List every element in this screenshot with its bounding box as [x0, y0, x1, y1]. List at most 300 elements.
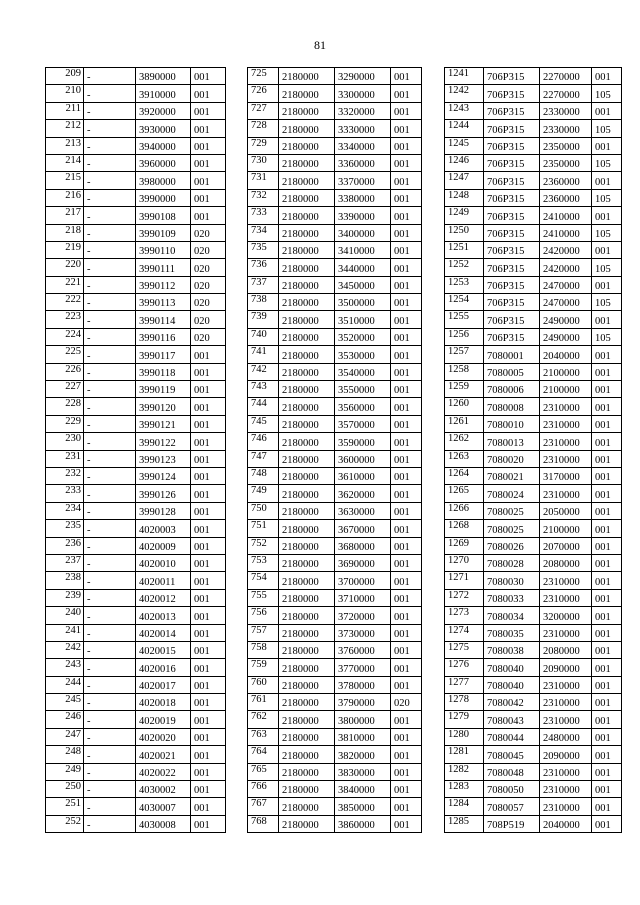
- cell-code-a: 2180000: [279, 781, 335, 798]
- cell-suffix: 001: [592, 415, 622, 432]
- cell-code-a: 2180000: [279, 154, 335, 171]
- cell-code-a: 7080020: [484, 450, 540, 467]
- cell-row-number: 236: [46, 537, 84, 554]
- table-row: [248, 502, 422, 519]
- cell-suffix: 001: [592, 641, 622, 658]
- cell-code-a: -: [84, 120, 136, 137]
- table-row: [248, 398, 422, 415]
- cell-suffix: 001: [391, 607, 422, 624]
- cell-row-number: 1258: [445, 363, 484, 380]
- cell-code-a: 2180000: [279, 415, 335, 432]
- cell-row-number: 730: [248, 154, 279, 171]
- cell-suffix: 001: [592, 102, 622, 119]
- cell-code-b: 4020010: [136, 554, 191, 571]
- table-row: [445, 711, 622, 728]
- cell-code-b: 3990123: [136, 450, 191, 467]
- cell-code-b: 3300000: [335, 85, 391, 102]
- table-row: [445, 433, 622, 450]
- cell-code-b: 3810000: [335, 728, 391, 745]
- cell-code-b: 4020021: [136, 746, 191, 763]
- cell-row-number: 1278: [445, 694, 484, 711]
- table-row: [248, 746, 422, 763]
- cell-suffix: 001: [592, 137, 622, 154]
- cell-row-number: 211: [46, 102, 84, 119]
- cell-code-b: 2270000: [540, 68, 592, 85]
- cell-code-b: 2080000: [540, 641, 592, 658]
- cell-code-a: 2180000: [279, 328, 335, 345]
- cell-row-number: 728: [248, 120, 279, 137]
- cell-row-number: 740: [248, 328, 279, 345]
- table-row: [46, 276, 226, 293]
- cell-code-a: 2180000: [279, 624, 335, 641]
- cell-code-a: 2180000: [279, 276, 335, 293]
- cell-code-a: 7080005: [484, 363, 540, 380]
- cell-code-a: -: [84, 346, 136, 363]
- cell-code-b: 3990119: [136, 381, 191, 398]
- cell-code-b: 3990128: [136, 502, 191, 519]
- cell-code-b: 3700000: [335, 572, 391, 589]
- cell-suffix: 001: [191, 485, 226, 502]
- table-row: [445, 485, 622, 502]
- cell-row-number: 1248: [445, 189, 484, 206]
- cell-suffix: 001: [391, 120, 422, 137]
- cell-suffix: 001: [191, 607, 226, 624]
- cell-suffix: 001: [391, 450, 422, 467]
- table-row: [445, 294, 622, 311]
- cell-code-a: -: [84, 224, 136, 241]
- cell-suffix: 001: [191, 172, 226, 189]
- cell-suffix: 001: [391, 276, 422, 293]
- cell-code-a: 2180000: [279, 589, 335, 606]
- cell-row-number: 243: [46, 659, 84, 676]
- cell-suffix: 001: [191, 572, 226, 589]
- table-row: [248, 607, 422, 624]
- cell-row-number: 1246: [445, 154, 484, 171]
- cell-code-b: 3710000: [335, 589, 391, 606]
- cell-row-number: 763: [248, 728, 279, 745]
- cell-code-a: 2180000: [279, 694, 335, 711]
- table-row: [445, 728, 622, 745]
- table-row: [248, 781, 422, 798]
- table-row: [46, 207, 226, 224]
- cell-code-b: 4020009: [136, 537, 191, 554]
- cell-suffix: 001: [592, 450, 622, 467]
- cell-row-number: 1282: [445, 763, 484, 780]
- cell-row-number: 1251: [445, 241, 484, 258]
- cell-code-a: 706P315: [484, 241, 540, 258]
- cell-suffix: 001: [191, 728, 226, 745]
- cell-code-b: 2420000: [540, 241, 592, 258]
- cell-suffix: 001: [391, 102, 422, 119]
- table-row: [248, 363, 422, 380]
- cell-code-b: 3360000: [335, 154, 391, 171]
- cell-code-a: -: [84, 241, 136, 258]
- cell-code-a: -: [84, 172, 136, 189]
- table-row: [248, 554, 422, 571]
- cell-suffix: 001: [191, 120, 226, 137]
- cell-row-number: 220: [46, 259, 84, 276]
- cell-row-number: 746: [248, 433, 279, 450]
- cell-code-a: 7080010: [484, 415, 540, 432]
- cell-row-number: 223: [46, 311, 84, 328]
- cell-code-a: 7080028: [484, 554, 540, 571]
- cell-code-b: 2090000: [540, 746, 592, 763]
- cell-row-number: 760: [248, 676, 279, 693]
- cell-code-a: 2180000: [279, 520, 335, 537]
- cell-row-number: 1284: [445, 798, 484, 815]
- table-row: [46, 328, 226, 345]
- cell-code-b: 3990112: [136, 276, 191, 293]
- cell-code-a: 2180000: [279, 120, 335, 137]
- cell-suffix: 001: [391, 294, 422, 311]
- cell-suffix: 001: [391, 172, 422, 189]
- cell-code-b: 3400000: [335, 224, 391, 241]
- cell-code-b: 2310000: [540, 433, 592, 450]
- table-row: [46, 346, 226, 363]
- cell-row-number: 1268: [445, 520, 484, 537]
- cell-row-number: 736: [248, 259, 279, 276]
- table-row: [248, 589, 422, 606]
- cell-code-a: 2180000: [279, 815, 335, 832]
- cell-suffix: 001: [191, 781, 226, 798]
- cell-row-number: 249: [46, 763, 84, 780]
- cell-suffix: 001: [191, 433, 226, 450]
- table-row: [445, 624, 622, 641]
- cell-suffix: 001: [391, 346, 422, 363]
- cell-row-number: 218: [46, 224, 84, 241]
- cell-code-a: 2180000: [279, 572, 335, 589]
- cell-code-b: 3170000: [540, 467, 592, 484]
- table-row: [46, 311, 226, 328]
- cell-code-b: 3990120: [136, 398, 191, 415]
- cell-suffix: 001: [391, 572, 422, 589]
- cell-row-number: 216: [46, 189, 84, 206]
- cell-row-number: 215: [46, 172, 84, 189]
- cell-code-a: 2180000: [279, 224, 335, 241]
- cell-code-b: 3990114: [136, 311, 191, 328]
- table-row: [445, 746, 622, 763]
- cell-code-b: 3990109: [136, 224, 191, 241]
- cell-suffix: 001: [391, 624, 422, 641]
- cell-code-a: -: [84, 294, 136, 311]
- cell-row-number: 735: [248, 241, 279, 258]
- cell-row-number: 242: [46, 641, 84, 658]
- cell-suffix: 001: [592, 781, 622, 798]
- table-row: [445, 363, 622, 380]
- table-row: [46, 189, 226, 206]
- table-row: [445, 398, 622, 415]
- cell-code-b: 3990108: [136, 207, 191, 224]
- cell-row-number: 748: [248, 467, 279, 484]
- cell-suffix: 001: [191, 154, 226, 171]
- cell-suffix: 001: [592, 676, 622, 693]
- cell-code-b: 3410000: [335, 241, 391, 258]
- cell-suffix: 020: [191, 276, 226, 293]
- cell-code-a: -: [84, 520, 136, 537]
- cell-code-b: 3690000: [335, 554, 391, 571]
- cell-code-b: 2050000: [540, 502, 592, 519]
- cell-row-number: 747: [248, 450, 279, 467]
- table-row: [248, 259, 422, 276]
- cell-code-b: 2310000: [540, 624, 592, 641]
- table-row: [445, 346, 622, 363]
- cell-code-a: 2180000: [279, 363, 335, 380]
- table-row: [445, 815, 622, 832]
- cell-code-b: 2310000: [540, 450, 592, 467]
- cell-code-a: -: [84, 537, 136, 554]
- cell-code-a: 7080042: [484, 694, 540, 711]
- cell-code-b: 4030007: [136, 798, 191, 815]
- table-row: [248, 189, 422, 206]
- cell-code-b: 3620000: [335, 485, 391, 502]
- cell-suffix: 001: [391, 485, 422, 502]
- table-row: [46, 120, 226, 137]
- cell-suffix: 105: [592, 259, 622, 276]
- table-row: [445, 189, 622, 206]
- cell-row-number: 754: [248, 572, 279, 589]
- cell-code-a: -: [84, 694, 136, 711]
- cell-suffix: 020: [191, 241, 226, 258]
- cell-row-number: 233: [46, 485, 84, 502]
- cell-code-b: 3390000: [335, 207, 391, 224]
- cell-code-b: 3610000: [335, 467, 391, 484]
- table-row: [445, 659, 622, 676]
- cell-row-number: 757: [248, 624, 279, 641]
- cell-row-number: 1262: [445, 433, 484, 450]
- cell-code-a: -: [84, 85, 136, 102]
- cell-code-a: 2180000: [279, 641, 335, 658]
- cell-row-number: 248: [46, 746, 84, 763]
- cell-suffix: 001: [391, 207, 422, 224]
- cell-code-a: 7080040: [484, 676, 540, 693]
- cell-code-a: 2180000: [279, 485, 335, 502]
- cell-code-a: -: [84, 554, 136, 571]
- table-row: [248, 207, 422, 224]
- cell-suffix: 001: [391, 433, 422, 450]
- table-row: [46, 467, 226, 484]
- table-row: [445, 137, 622, 154]
- table-row: [46, 415, 226, 432]
- cell-code-b: 3800000: [335, 711, 391, 728]
- cell-row-number: 222: [46, 294, 84, 311]
- cell-code-b: 2480000: [540, 728, 592, 745]
- table-row: [46, 485, 226, 502]
- cell-code-b: 3600000: [335, 450, 391, 467]
- cell-code-a: 7080050: [484, 781, 540, 798]
- cell-suffix: 001: [391, 137, 422, 154]
- table-row: [445, 85, 622, 102]
- cell-suffix: 105: [592, 328, 622, 345]
- cell-code-a: 7080001: [484, 346, 540, 363]
- cell-row-number: 752: [248, 537, 279, 554]
- cell-code-a: -: [84, 502, 136, 519]
- cell-row-number: 759: [248, 659, 279, 676]
- cell-row-number: 737: [248, 276, 279, 293]
- cell-suffix: 001: [191, 589, 226, 606]
- cell-suffix: 001: [191, 363, 226, 380]
- cell-suffix: 001: [191, 102, 226, 119]
- cell-suffix: 001: [391, 259, 422, 276]
- table-row: [445, 694, 622, 711]
- cell-code-b: 3860000: [335, 815, 391, 832]
- cell-code-a: -: [84, 189, 136, 206]
- table-row: [248, 798, 422, 815]
- table-row: [46, 572, 226, 589]
- cell-code-b: 3990117: [136, 346, 191, 363]
- cell-row-number: 1260: [445, 398, 484, 415]
- cell-code-a: 7080045: [484, 746, 540, 763]
- cell-code-a: 2180000: [279, 659, 335, 676]
- cell-row-number: 1253: [445, 276, 484, 293]
- cell-row-number: 1254: [445, 294, 484, 311]
- table-row: [248, 467, 422, 484]
- cell-code-a: 2180000: [279, 450, 335, 467]
- cell-code-a: -: [84, 311, 136, 328]
- cell-row-number: 753: [248, 554, 279, 571]
- cell-suffix: 001: [391, 415, 422, 432]
- table-row: [46, 241, 226, 258]
- cell-code-a: -: [84, 467, 136, 484]
- cell-suffix: 001: [191, 68, 226, 85]
- cell-suffix: 001: [191, 346, 226, 363]
- cell-code-a: 706P315: [484, 224, 540, 241]
- cell-code-a: 706P315: [484, 172, 540, 189]
- table-row: [248, 381, 422, 398]
- cell-row-number: 1242: [445, 85, 484, 102]
- cell-row-number: 244: [46, 676, 84, 693]
- cell-row-number: 1274: [445, 624, 484, 641]
- cell-suffix: 001: [391, 676, 422, 693]
- cell-code-b: 3340000: [335, 137, 391, 154]
- cell-code-a: 2180000: [279, 676, 335, 693]
- table-row: [46, 763, 226, 780]
- cell-code-a: -: [84, 276, 136, 293]
- cell-code-a: 7080057: [484, 798, 540, 815]
- table-row: [445, 224, 622, 241]
- cell-suffix: 001: [592, 624, 622, 641]
- table-row: [445, 241, 622, 258]
- cell-row-number: 231: [46, 450, 84, 467]
- table-row: [248, 154, 422, 171]
- table-row: [46, 102, 226, 119]
- cell-suffix: 001: [391, 746, 422, 763]
- cell-row-number: 727: [248, 102, 279, 119]
- cell-suffix: 001: [391, 502, 422, 519]
- cell-suffix: 020: [191, 294, 226, 311]
- cell-suffix: 001: [391, 763, 422, 780]
- table-row: [248, 415, 422, 432]
- cell-code-b: 3840000: [335, 781, 391, 798]
- cell-row-number: 251: [46, 798, 84, 815]
- cell-suffix: 020: [391, 694, 422, 711]
- table-row: [248, 694, 422, 711]
- cell-suffix: 105: [592, 120, 622, 137]
- cell-suffix: 001: [592, 467, 622, 484]
- cell-row-number: 247: [46, 728, 84, 745]
- cell-suffix: 001: [592, 572, 622, 589]
- table-row: [248, 815, 422, 832]
- cell-code-b: 2360000: [540, 172, 592, 189]
- table-row: [248, 68, 422, 85]
- cell-suffix: 020: [191, 328, 226, 345]
- cell-code-a: -: [84, 589, 136, 606]
- cell-code-a: 706P315: [484, 137, 540, 154]
- cell-suffix: 001: [191, 694, 226, 711]
- table-row: [445, 781, 622, 798]
- table-row: [445, 207, 622, 224]
- cell-row-number: 229: [46, 415, 84, 432]
- cell-code-b: 2330000: [540, 102, 592, 119]
- table-row: [248, 172, 422, 189]
- cell-code-a: 7080013: [484, 433, 540, 450]
- cell-code-b: 2310000: [540, 485, 592, 502]
- cell-row-number: 1272: [445, 589, 484, 606]
- cell-code-b: 2070000: [540, 537, 592, 554]
- cell-row-number: 755: [248, 589, 279, 606]
- cell-code-b: 3290000: [335, 68, 391, 85]
- cell-suffix: 001: [391, 467, 422, 484]
- cell-code-a: -: [84, 746, 136, 763]
- cell-suffix: 001: [391, 363, 422, 380]
- table-row: [445, 554, 622, 571]
- table-row: [248, 241, 422, 258]
- cell-suffix: 001: [592, 728, 622, 745]
- cell-code-b: 2100000: [540, 520, 592, 537]
- cell-code-a: 2180000: [279, 537, 335, 554]
- table-row: [248, 224, 422, 241]
- cell-code-a: 7080048: [484, 763, 540, 780]
- cell-row-number: 734: [248, 224, 279, 241]
- cell-code-a: 706P315: [484, 120, 540, 137]
- cell-code-a: 7080006: [484, 381, 540, 398]
- cell-row-number: 758: [248, 641, 279, 658]
- table-row: [248, 676, 422, 693]
- table-row: [445, 172, 622, 189]
- cell-code-b: 3990124: [136, 467, 191, 484]
- cell-row-number: 1256: [445, 328, 484, 345]
- cell-code-a: 2180000: [279, 189, 335, 206]
- cell-code-b: 2100000: [540, 381, 592, 398]
- table-column-3: [444, 67, 622, 833]
- cell-code-a: 2180000: [279, 746, 335, 763]
- table-row: [248, 520, 422, 537]
- cell-code-b: 4020013: [136, 607, 191, 624]
- cell-row-number: 214: [46, 154, 84, 171]
- cell-row-number: 1264: [445, 467, 484, 484]
- cell-code-a: -: [84, 485, 136, 502]
- cell-code-b: 3760000: [335, 641, 391, 658]
- cell-code-a: 7080030: [484, 572, 540, 589]
- cell-suffix: 001: [592, 694, 622, 711]
- cell-code-a: 2180000: [279, 102, 335, 119]
- cell-row-number: 725: [248, 68, 279, 85]
- cell-code-b: 3990113: [136, 294, 191, 311]
- cell-suffix: 001: [391, 520, 422, 537]
- cell-suffix: 001: [191, 502, 226, 519]
- cell-code-b: 2470000: [540, 294, 592, 311]
- cell-row-number: 1285: [445, 815, 484, 832]
- table-row: [445, 589, 622, 606]
- cell-suffix: 001: [592, 711, 622, 728]
- table-row: [46, 450, 226, 467]
- cell-code-b: 2350000: [540, 154, 592, 171]
- cell-code-a: -: [84, 328, 136, 345]
- cell-row-number: 731: [248, 172, 279, 189]
- cell-code-b: 3770000: [335, 659, 391, 676]
- cell-code-a: -: [84, 659, 136, 676]
- cell-code-a: 7080035: [484, 624, 540, 641]
- cell-code-a: 708P519: [484, 815, 540, 832]
